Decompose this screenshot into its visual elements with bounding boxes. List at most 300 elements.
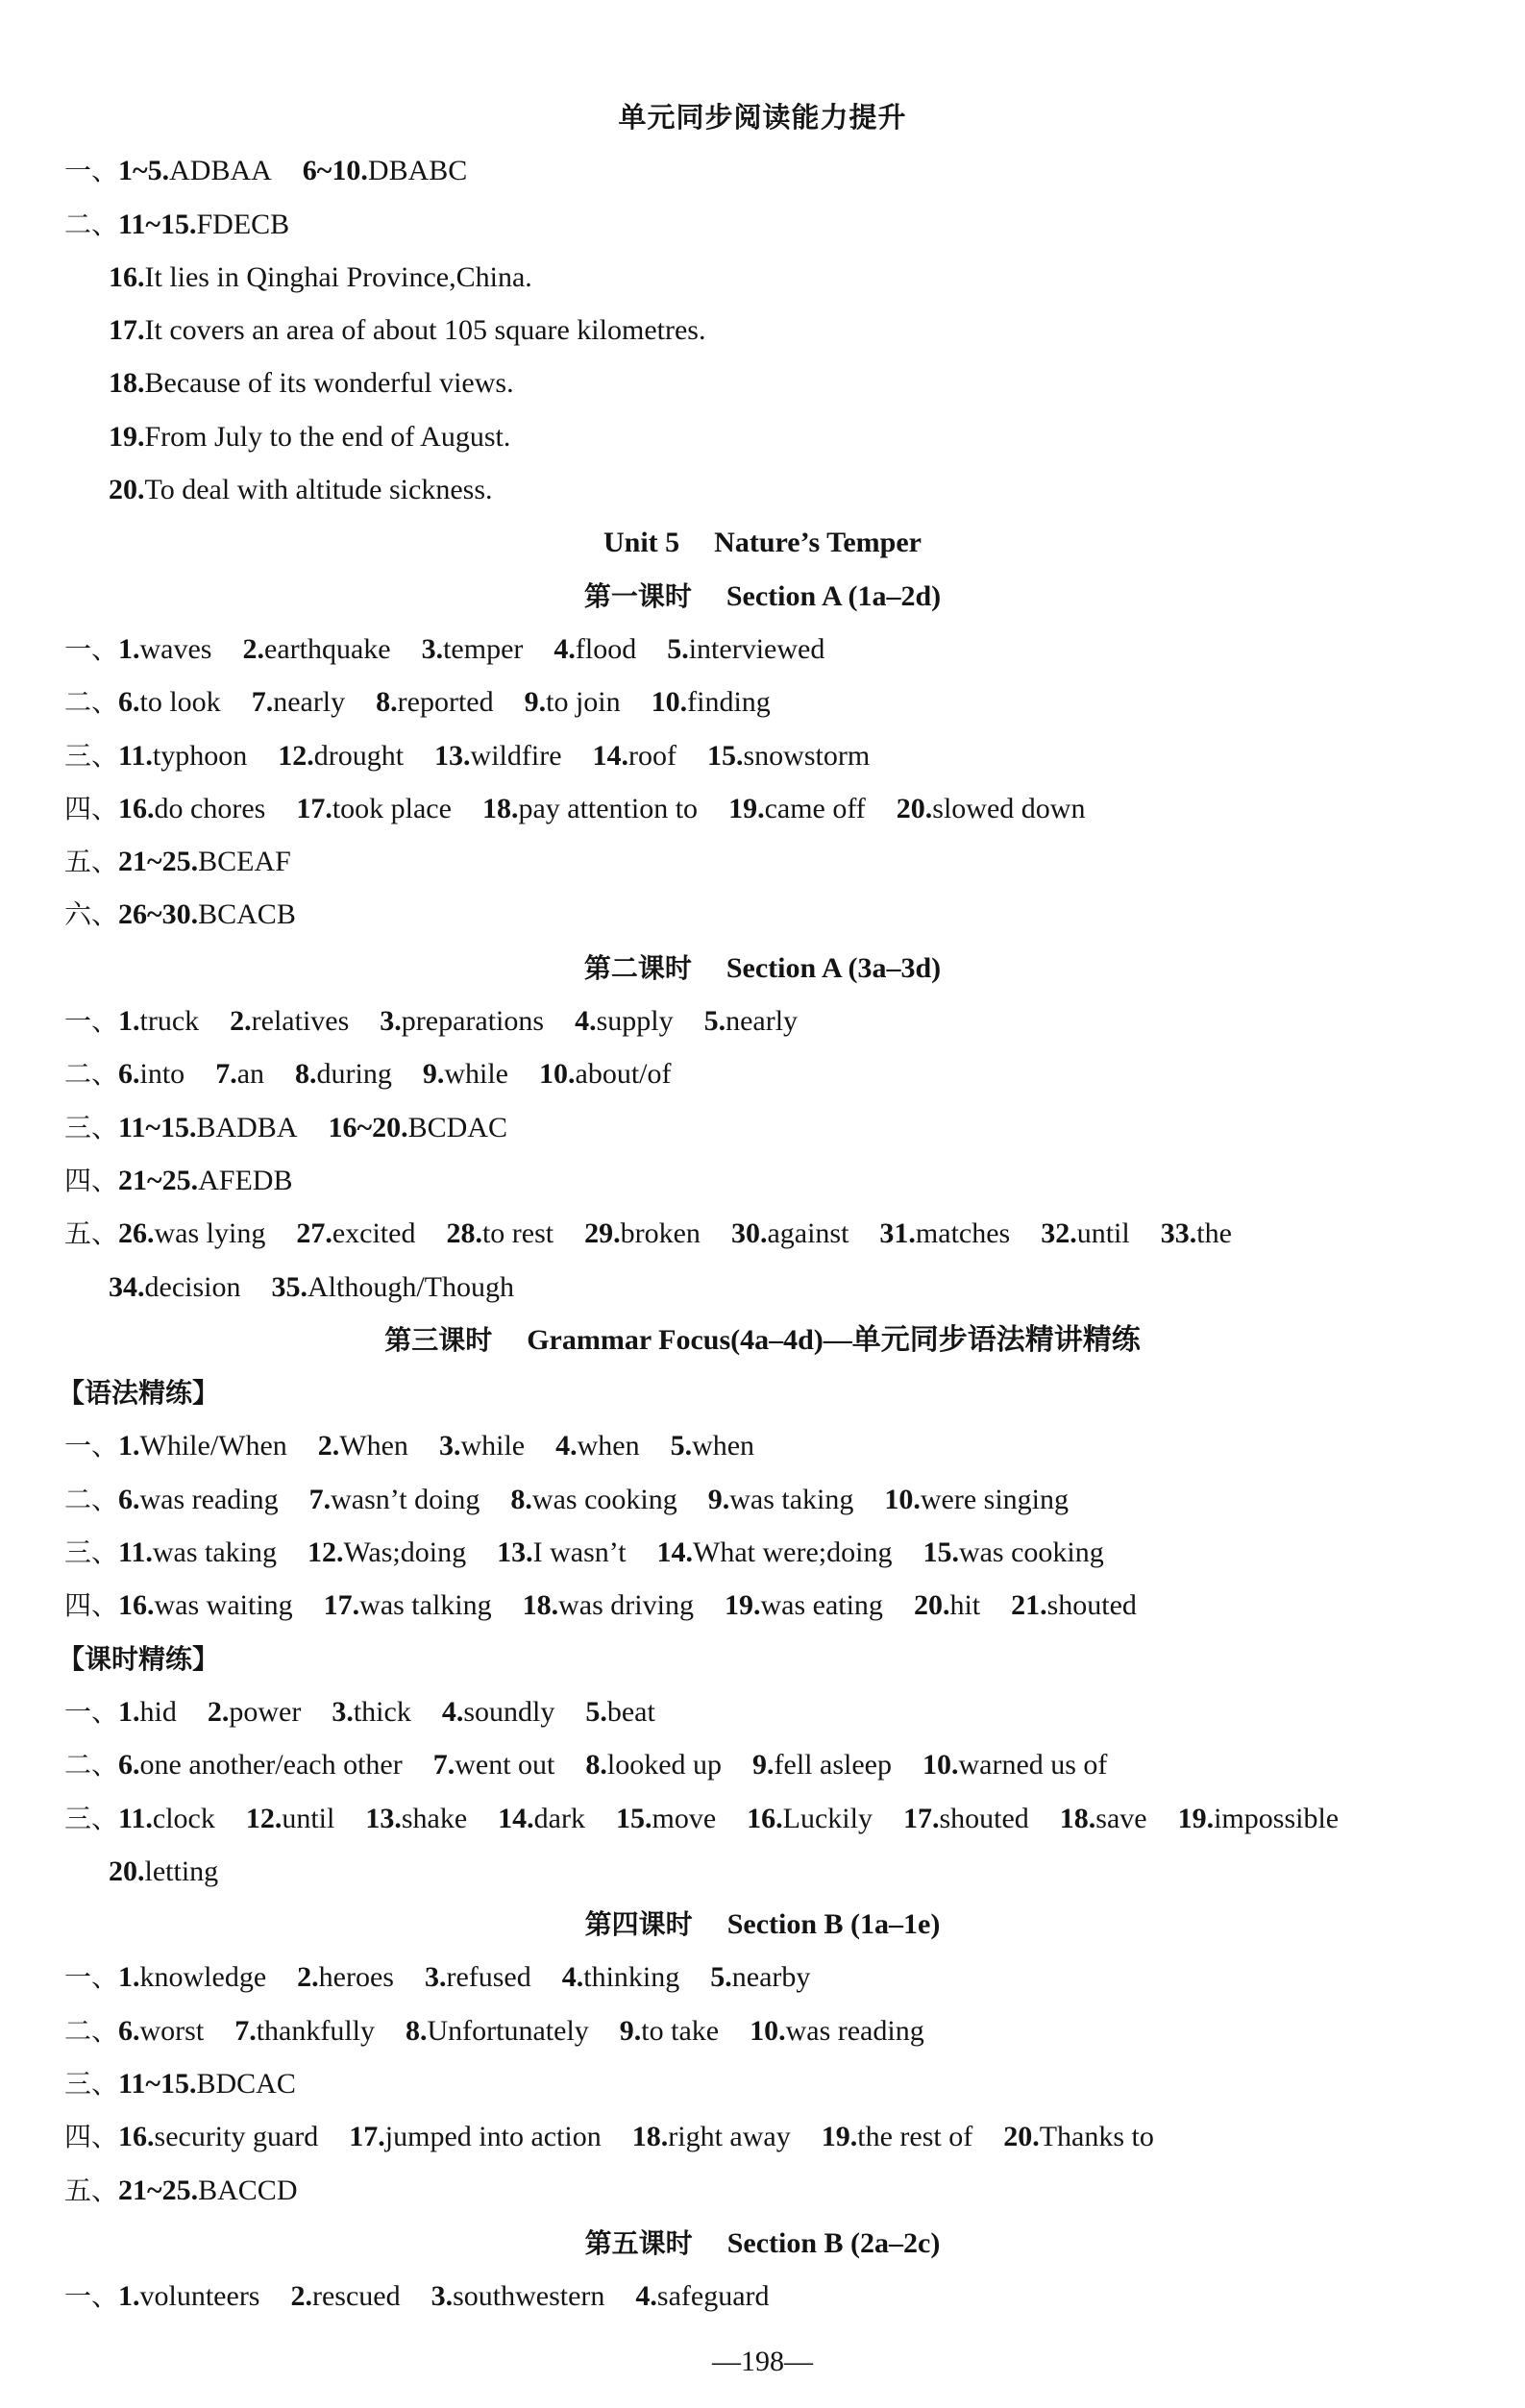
answer-number: 10. — [539, 1058, 576, 1091]
answer-text: volunteers — [139, 2280, 260, 2313]
answer-item — [246, 1803, 335, 1834]
answer-line — [0, 1207, 1525, 1260]
answer-text: reported — [397, 686, 494, 719]
answer-text: clock — [152, 1802, 215, 1834]
answer-number: 5. — [670, 1430, 693, 1462]
answer-number: 9. — [422, 1058, 445, 1091]
answer-number: 11. — [118, 1536, 153, 1569]
answer-item — [553, 633, 636, 665]
answer-item — [380, 1005, 544, 1037]
answer-text: excited — [332, 1217, 416, 1250]
answer-number: 12. — [307, 1536, 344, 1569]
lesson-label: 第二课时 — [583, 951, 692, 984]
answer-line — [0, 198, 1525, 251]
answer-number: 12. — [245, 1802, 283, 1834]
answer-line — [0, 2004, 1525, 2057]
answer-item — [406, 2015, 589, 2047]
answer-line — [0, 995, 1525, 1047]
answer-item — [1060, 1803, 1147, 1834]
lesson-title: Section A (1a–2d) — [726, 579, 942, 612]
answer-item — [118, 155, 272, 186]
answer-item — [271, 1271, 514, 1303]
answer-text: southwestern — [453, 2280, 605, 2313]
answer-number: 5. — [703, 1005, 726, 1038]
question-group-label: 三、 — [64, 1802, 119, 1834]
answer-number: 28. — [446, 1217, 482, 1250]
answer-text: decision — [144, 1270, 241, 1303]
answer-number: 14. — [498, 1802, 534, 1834]
answer-text: nearly — [273, 686, 346, 719]
answer-item — [423, 1058, 508, 1090]
answer-number: 6. — [118, 1483, 140, 1515]
page-title: 单元同步阅读能力提升 — [618, 101, 907, 134]
answer-item — [290, 2280, 400, 2312]
answer-number: 3. — [430, 2280, 454, 2313]
lesson-heading — [0, 570, 1525, 623]
answer-number: 21~25. — [118, 2174, 199, 2206]
unit-title: Nature’s Temper — [714, 527, 922, 559]
answer-text: worst — [139, 2014, 205, 2047]
answer-line — [0, 1101, 1525, 1154]
answer-item — [118, 209, 289, 240]
answer-number: 1. — [118, 1961, 140, 1994]
answer-line — [0, 2270, 1525, 2322]
answer-item — [296, 793, 452, 824]
answer-item — [562, 1961, 680, 1993]
answer-text: thankfully — [256, 2014, 375, 2047]
answer-number: 1. — [118, 632, 140, 665]
answer-number: 11~15. — [118, 208, 197, 240]
answer-text: hid — [139, 1695, 177, 1728]
answer-item — [109, 421, 510, 453]
answer-text: during — [316, 1058, 392, 1091]
answer-number: 8. — [295, 1058, 317, 1091]
answer-item — [728, 793, 866, 824]
answer-item — [278, 740, 404, 772]
answer-item — [1041, 1217, 1130, 1249]
answer-text: came off — [764, 792, 866, 824]
answer-text: wasn’t doing — [331, 1483, 480, 1515]
answer-text: I wasn’t — [532, 1536, 627, 1569]
answer-number: 7. — [251, 686, 274, 719]
answer-text: snowstorm — [743, 739, 871, 772]
answer-text: BACCD — [198, 2174, 298, 2206]
answer-item — [750, 2015, 924, 2047]
answer-number: 18. — [481, 792, 519, 824]
answer-item — [297, 1961, 394, 1993]
answer-line — [0, 729, 1525, 782]
answer-item — [118, 1005, 199, 1037]
answer-item — [667, 633, 824, 665]
answer-number: 18. — [631, 2121, 669, 2153]
answer-text: FDECB — [196, 208, 290, 240]
answer-item — [1011, 1589, 1137, 1621]
answer-number: 26. — [118, 1217, 155, 1250]
answer-number: 9. — [707, 1483, 730, 1515]
answer-text: BCEAF — [198, 846, 291, 878]
answer-number: 12. — [278, 739, 314, 772]
answer-item — [442, 1696, 555, 1728]
exercise-heading: 【语法精练】 — [58, 1377, 220, 1410]
answer-item — [585, 1749, 722, 1781]
answer-number: 21~25. — [118, 1164, 199, 1196]
answer-number: 3. — [424, 1961, 447, 1994]
answer-number: 2. — [297, 1961, 319, 1994]
answer-text: supply — [596, 1005, 674, 1038]
answer-text: security guard — [154, 2121, 319, 2153]
answer-item — [118, 1058, 184, 1090]
question-group-label: 二、 — [64, 2014, 119, 2047]
answer-text: Luckily — [782, 1802, 873, 1834]
question-group-label: 四、 — [64, 792, 119, 824]
answer-item — [433, 1749, 555, 1781]
answer-text: flood — [575, 632, 637, 665]
answer-text: truck — [139, 1005, 200, 1038]
answer-number: 19. — [1177, 1802, 1215, 1834]
answer-number: 4. — [635, 2280, 657, 2313]
answer-text: took place — [332, 792, 452, 824]
answer-item — [118, 898, 296, 930]
answer-number: 5. — [585, 1695, 607, 1728]
answer-number: 11. — [118, 1802, 153, 1834]
answer-text: was reading — [785, 2014, 924, 2047]
answer-text: DBABC — [367, 155, 468, 187]
answer-text: hit — [949, 1589, 981, 1622]
answer-text: Because of its wonderful views. — [144, 367, 514, 400]
answer-number: 2. — [317, 1430, 340, 1462]
answer-text: was cooking — [531, 1483, 677, 1515]
answer-line — [0, 623, 1525, 676]
answer-text: ADBAA — [169, 155, 272, 187]
answer-item — [118, 846, 291, 877]
answer-number: 14. — [592, 739, 629, 772]
answer-line — [0, 144, 1525, 197]
answer-text: beat — [606, 1695, 655, 1728]
answer-text: was taking — [152, 1536, 278, 1569]
question-group-label: 二、 — [64, 208, 119, 240]
answer-text: safeguard — [656, 2280, 770, 2313]
answer-text: roof — [628, 739, 676, 772]
answer-text: finding — [687, 686, 771, 719]
answer-text: AFEDB — [198, 1164, 293, 1196]
answer-number: 20. — [913, 1589, 950, 1622]
answer-line — [0, 835, 1525, 888]
answer-number: 6. — [118, 686, 140, 719]
answer-text: shouted — [1046, 1589, 1137, 1622]
answer-item — [118, 740, 247, 772]
answer-number: 3. — [438, 1430, 461, 1462]
answer-item — [879, 1217, 1010, 1249]
answer-item — [234, 2015, 375, 2047]
answer-number: 11~15. — [118, 1111, 197, 1143]
answer-line — [0, 2164, 1525, 2217]
answer-text: Was;doing — [343, 1536, 467, 1569]
answer-line — [0, 1738, 1525, 1791]
answer-text: into — [139, 1058, 185, 1091]
answer-item — [747, 1803, 873, 1834]
answer-number: 19. — [728, 792, 765, 824]
answer-number: 26~30. — [118, 898, 199, 931]
answer-item — [708, 1484, 854, 1515]
answer-number: 10. — [750, 2014, 786, 2047]
answer-line — [0, 1845, 1525, 1898]
answer-number: 5. — [667, 632, 689, 665]
answer-number: 3. — [380, 1005, 402, 1038]
answer-number: 19. — [724, 1589, 761, 1622]
answer-line — [0, 356, 1525, 409]
answer-text: were singing — [920, 1483, 1070, 1515]
answer-line — [0, 251, 1525, 304]
answer-number: 9. — [524, 686, 547, 719]
answer-number: 8. — [406, 2014, 428, 2047]
answer-item — [1178, 1803, 1340, 1834]
question-group-label: 四、 — [64, 1164, 119, 1196]
answer-number: 3. — [332, 1695, 354, 1728]
answer-item — [230, 1005, 349, 1037]
question-group-label: 一、 — [64, 1961, 119, 1994]
answer-item — [118, 793, 265, 824]
answer-text: to take — [641, 2014, 720, 2047]
answer-number: 2. — [230, 1005, 252, 1038]
answer-item — [318, 1430, 408, 1462]
answer-item — [652, 686, 771, 718]
answer-number: 16. — [118, 792, 155, 824]
answer-text: letting — [144, 1855, 219, 1887]
answer-number: 21. — [1011, 1589, 1047, 1622]
page-number: —198— — [712, 2346, 813, 2377]
answer-item — [295, 1058, 392, 1090]
answer-number: 29. — [584, 1217, 621, 1250]
answer-text: Unfortunately — [427, 2014, 589, 2047]
answer-number: 4. — [553, 632, 576, 665]
unit-number: Unit 5 — [603, 527, 680, 559]
answer-text: thinking — [583, 1961, 680, 1994]
answer-item — [523, 1589, 694, 1621]
answer-item — [118, 2175, 297, 2206]
answer-item — [328, 1112, 506, 1143]
answer-item — [215, 1058, 264, 1090]
answer-number: 2. — [207, 1695, 230, 1728]
answer-number: 13. — [365, 1802, 402, 1834]
answer-number: 15. — [922, 1536, 959, 1569]
question-group-label: 二、 — [64, 1483, 119, 1515]
answer-text: drought — [313, 739, 405, 772]
answer-item — [109, 367, 514, 399]
answer-item — [118, 1803, 215, 1834]
answer-number: 17. — [323, 1589, 360, 1622]
answer-text: waves — [139, 632, 212, 665]
answer-text: earthquake — [264, 632, 391, 665]
answer-text: relatives — [251, 1005, 350, 1038]
answer-number: 9. — [619, 2014, 642, 2047]
answer-line — [0, 1419, 1525, 1472]
answer-text: interviewed — [688, 632, 825, 665]
answer-item — [118, 1217, 265, 1249]
answer-text: Thanks to — [1039, 2121, 1154, 2153]
answer-text: fell asleep — [774, 1749, 892, 1781]
answer-number: 21~25. — [118, 846, 199, 878]
answer-text: the rest of — [857, 2121, 973, 2153]
answer-number: 15. — [707, 739, 744, 772]
answer-number: 8. — [510, 1483, 532, 1515]
answer-item — [109, 1855, 218, 1887]
answer-number: 5. — [710, 1961, 732, 1994]
answer-text: soundly — [463, 1695, 555, 1728]
lesson-title: Section A (3a–3d) — [726, 951, 942, 984]
answer-number: 1. — [118, 1695, 140, 1728]
answer-item — [349, 2121, 601, 2152]
answer-item — [332, 1696, 411, 1728]
answer-item — [118, 2121, 318, 2152]
answer-text: went out — [455, 1749, 555, 1781]
answer-item — [725, 1589, 883, 1621]
question-group-label: 五、 — [64, 1217, 119, 1250]
answer-key-sheet — [0, 91, 1525, 2322]
answer-text: shake — [401, 1802, 468, 1834]
question-group-label: 二、 — [64, 1749, 119, 1781]
answer-number: 13. — [434, 739, 471, 772]
answer-number: 33. — [1160, 1217, 1197, 1250]
answer-number: 7. — [234, 2014, 257, 2047]
question-group-label: 三、 — [64, 1536, 119, 1569]
lesson-label: 第五课时 — [584, 2226, 693, 2259]
answer-text: was waiting — [154, 1589, 293, 1622]
lesson-label: 第三课时 — [384, 1323, 493, 1356]
answer-number: 4. — [575, 1005, 597, 1038]
answer-line — [0, 1951, 1525, 2003]
answer-item — [616, 1803, 716, 1834]
answer-item — [707, 740, 870, 772]
answer-item — [884, 1484, 1069, 1515]
answer-item — [1003, 2121, 1154, 2152]
answer-number: 7. — [432, 1749, 455, 1781]
answer-item — [109, 474, 493, 505]
answer-item — [118, 2015, 204, 2047]
answer-line — [0, 1473, 1525, 1526]
answer-number: 11~15. — [118, 2067, 197, 2100]
answer-number: 1. — [118, 2280, 140, 2313]
answer-number: 10. — [884, 1483, 921, 1515]
answer-item — [118, 633, 211, 665]
answer-number: 1. — [118, 1430, 140, 1462]
answer-text: was driving — [558, 1589, 694, 1622]
answer-text: until — [1076, 1217, 1130, 1250]
answer-number: 17. — [902, 1802, 940, 1834]
answer-text: against — [767, 1217, 849, 1250]
answer-number: 8. — [376, 686, 398, 719]
answer-item — [303, 155, 467, 186]
question-group-label: 六、 — [64, 898, 119, 931]
answer-number: 27. — [296, 1217, 332, 1250]
answer-item — [118, 1430, 287, 1462]
answer-line — [0, 1579, 1525, 1632]
answer-text: right away — [668, 2121, 791, 2153]
answer-number: 10. — [651, 686, 688, 719]
answer-line — [0, 782, 1525, 835]
answer-item — [922, 1749, 1107, 1781]
answer-item — [208, 1696, 301, 1728]
answer-item — [118, 1112, 297, 1143]
answer-number: 9. — [752, 1749, 775, 1781]
lesson-heading — [0, 1314, 1525, 1366]
answer-text: knowledge — [139, 1961, 267, 1994]
question-group-label: 一、 — [64, 1430, 119, 1462]
answer-item — [731, 1217, 849, 1249]
answer-text: typhoon — [152, 739, 248, 772]
answer-text: was cooking — [958, 1536, 1104, 1569]
answer-text: broken — [620, 1217, 701, 1250]
answer-item — [539, 1058, 671, 1090]
answer-line — [0, 1261, 1525, 1314]
answer-number: 35. — [271, 1270, 307, 1303]
answer-line — [0, 888, 1525, 941]
answer-text: When — [339, 1430, 408, 1462]
answer-item — [118, 2280, 259, 2312]
answer-item — [118, 1536, 277, 1568]
answer-text: nearly — [726, 1005, 799, 1038]
answer-text: BCDAC — [407, 1111, 507, 1143]
answer-text: wildfire — [470, 739, 562, 772]
question-group-label: 三、 — [64, 739, 119, 772]
answer-text: preparations — [401, 1005, 545, 1038]
answer-item — [498, 1803, 585, 1834]
answer-number: 13. — [497, 1536, 533, 1569]
answer-item — [710, 1961, 810, 1993]
answer-number: 31. — [879, 1217, 916, 1250]
answer-number: 20. — [109, 1855, 145, 1887]
answer-number: 17. — [109, 314, 145, 347]
answer-text: BADBA — [196, 1111, 298, 1143]
answer-text: to rest — [481, 1217, 554, 1250]
answer-number: 18. — [1059, 1802, 1096, 1834]
answer-number: 16~20. — [328, 1111, 408, 1143]
answer-item — [434, 740, 561, 772]
answer-number: 32. — [1041, 1217, 1077, 1250]
answer-text: when — [577, 1430, 640, 1462]
answer-item — [903, 1803, 1029, 1834]
answer-text: Although/Though — [307, 1270, 514, 1303]
question-group-label: 一、 — [64, 632, 119, 665]
answer-item — [252, 686, 345, 718]
answer-text: It lies in Qinghai Province,China. — [144, 260, 532, 293]
question-group-label: 一、 — [64, 2280, 119, 2313]
answer-text: move — [652, 1802, 717, 1834]
answer-item — [620, 2015, 719, 2047]
answer-number: 1~5. — [118, 155, 170, 187]
answer-text: was reading — [139, 1483, 279, 1515]
answer-item — [822, 2121, 972, 2152]
answer-item — [914, 1589, 980, 1621]
answer-item — [307, 1536, 466, 1568]
answer-line — [0, 2057, 1525, 2110]
answer-item — [657, 1536, 893, 1568]
answer-item — [324, 1589, 492, 1621]
answer-number: 6. — [118, 2014, 140, 2047]
answer-item — [118, 1749, 403, 1781]
answer-text: It covers an area of about 105 square kilometres. — [144, 314, 706, 347]
answer-text: dark — [533, 1802, 585, 1834]
answer-text: matches — [915, 1217, 1011, 1250]
answer-item — [118, 2068, 296, 2100]
answer-number: 6. — [118, 1749, 140, 1781]
answer-line — [0, 2110, 1525, 2163]
answer-item — [109, 314, 705, 346]
answer-number: 16. — [109, 260, 145, 293]
answer-item — [422, 633, 524, 665]
answer-item — [118, 1589, 293, 1621]
answer-line — [0, 1154, 1525, 1207]
answer-text: refused — [446, 1961, 531, 1994]
